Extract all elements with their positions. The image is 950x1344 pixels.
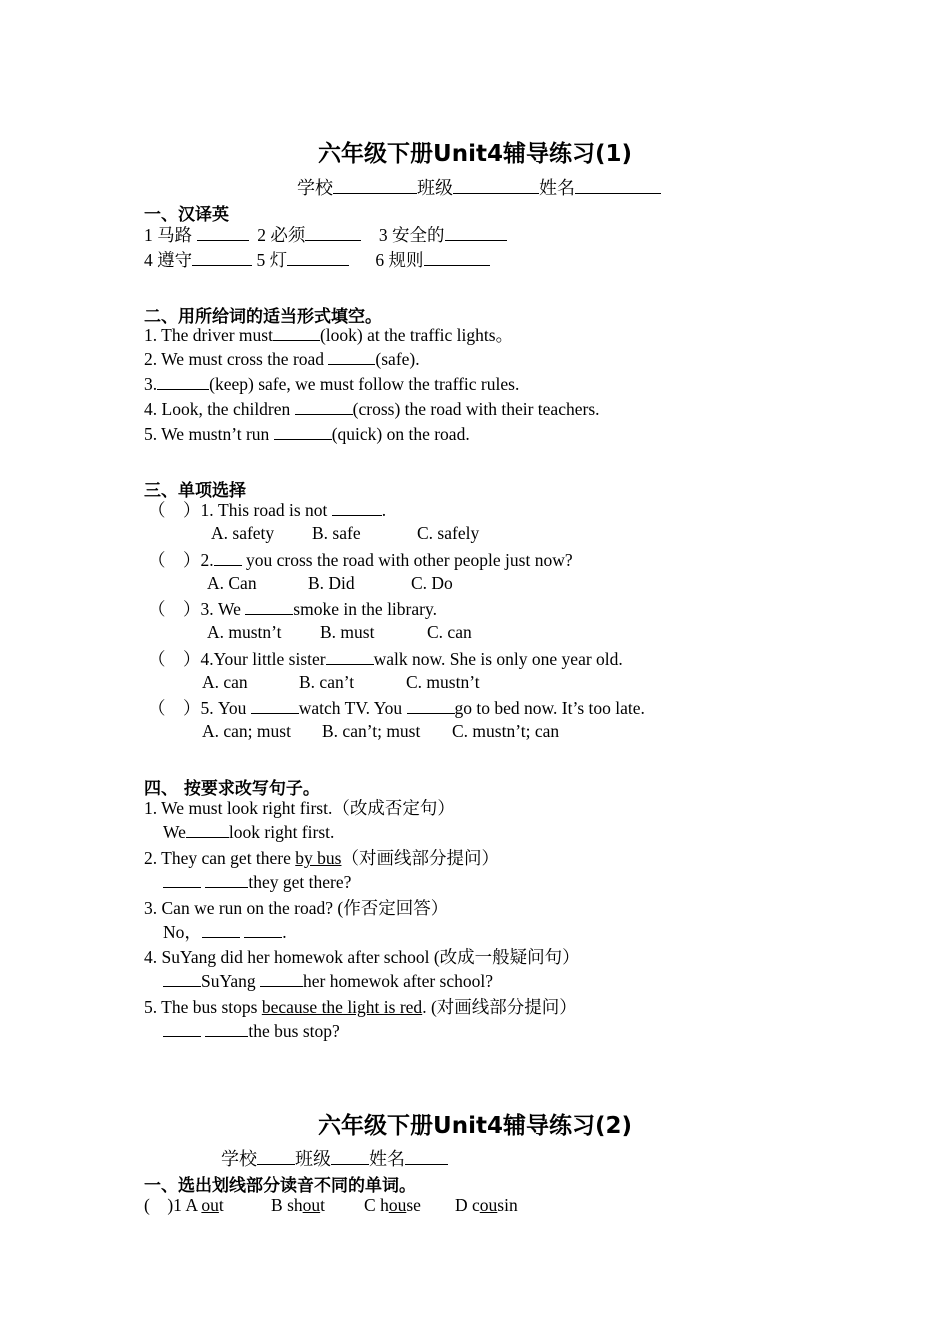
section-heading: 三、单项选择 (144, 481, 246, 501)
class-blank[interactable] (331, 1148, 369, 1165)
answer-paren[interactable]: （ ） (148, 698, 201, 718)
rewrite-answer: SuYang her homewok after school? (163, 970, 493, 992)
answer-blank[interactable] (197, 224, 249, 241)
class-blank[interactable] (453, 177, 539, 194)
answer-blank[interactable] (163, 871, 201, 888)
name-label: 姓名 (539, 178, 575, 198)
answer-paren[interactable]: ( )1 (144, 1195, 186, 1215)
student-info-2 (221, 1145, 448, 1171)
section-heading: 二、用所给词的适当形式填空。 (144, 307, 382, 327)
rewrite-question: 3. Can we run on the road? (作否定回答） (144, 898, 449, 918)
answer-blank[interactable] (260, 970, 303, 987)
option-c: C house (364, 1195, 421, 1215)
option-c: C. can (427, 622, 472, 642)
underlined-phrase: by bus (295, 848, 342, 868)
option-b: B. can’t; must (322, 721, 421, 741)
answer-paren[interactable]: （ ） (148, 649, 201, 669)
rewrite-answer: they get there? (163, 871, 351, 893)
answer-blank[interactable] (424, 249, 490, 266)
answer-blank[interactable] (192, 249, 252, 266)
answer-blank[interactable] (274, 423, 332, 440)
name-blank[interactable] (405, 1148, 448, 1165)
school-blank[interactable] (333, 177, 417, 194)
question-line: 5. We mustn’t run (quick) on the road. (144, 424, 470, 444)
answer-blank[interactable] (163, 970, 201, 987)
answer-blank[interactable] (163, 1020, 201, 1037)
question-line: 4 遵守 5 灯 6 规则 (144, 249, 490, 271)
answer-blank (245, 598, 293, 615)
question-line: 1 马路 2 必须 3 安全的 (144, 224, 507, 246)
option-a: A out (185, 1195, 224, 1215)
answer-blank[interactable] (205, 871, 248, 888)
choice-question: （ ）3. We smoke in the library. (148, 599, 437, 619)
pronunciation-question (144, 1194, 224, 1216)
option-d: D cousin (455, 1195, 518, 1215)
option-c: C. safely (417, 523, 480, 543)
choice-question: （ ）2. you cross the road with other people just now? (148, 550, 573, 570)
choice-question: （ ）5. You watch TV. You go to bed now. It’s too late. (148, 698, 645, 718)
name-label: 姓名 (369, 1149, 405, 1169)
rewrite-question: 2. They can get there by bus（对画线部分提问） (144, 848, 499, 868)
option-b: B. can’t (299, 672, 355, 692)
answer-blank[interactable] (205, 1020, 248, 1037)
class-label: 班级 (295, 1149, 331, 1169)
option-a: A. safety (211, 523, 275, 543)
question-line: 3. (keep) safe, we must follow the traffic rules. (144, 374, 520, 394)
answer-blank[interactable] (244, 921, 282, 938)
answer-blank[interactable] (157, 373, 209, 390)
question-line: 4. Look, the children (cross) the road with their teachers. (144, 399, 600, 419)
rewrite-answer: We look right first. (163, 822, 335, 842)
option-a: A. Can (207, 573, 257, 593)
answer-paren[interactable]: （ ） (148, 500, 201, 520)
name-blank[interactable] (575, 177, 661, 194)
option-a: A. mustn’t (207, 622, 282, 642)
class-label: 班级 (417, 178, 453, 198)
answer-blank[interactable] (328, 348, 375, 365)
school-label: 学校 (297, 178, 333, 198)
option-b: B. must (320, 622, 375, 642)
answer-blank[interactable] (287, 249, 349, 266)
option-b: B. Did (308, 573, 355, 593)
rewrite-question: 1. We must look right first.（改成否定句） (144, 798, 455, 818)
option-a: A. can; must (202, 721, 291, 741)
answer-blank[interactable] (305, 224, 361, 241)
option-c: C. Do (411, 573, 453, 593)
worksheet-title-2: 六年级下册Unit4辅导练习(2) (318, 1113, 632, 1139)
section-heading: 一、汉译英 (144, 205, 229, 225)
section-heading: 四、 按要求改写句子。 (144, 779, 320, 799)
worksheet-title-1: 六年级下册Unit4辅导练习(1) (318, 141, 632, 167)
rewrite-answer: the bus stop? (163, 1020, 340, 1042)
rewrite-question: 5. The bus stops because the light is red. (对画线部分提问） (144, 997, 577, 1017)
student-info-1 (297, 174, 661, 200)
choice-question: （ ）4.Your little sister walk now. She is only one year old. (148, 649, 623, 669)
school-label: 学校 (221, 1149, 257, 1169)
answer-blank[interactable] (445, 224, 507, 241)
option-a: A. can (202, 672, 248, 692)
question-line: 1. The driver must (look) at the traffic lights。 (144, 325, 514, 345)
answer-blank (332, 499, 382, 516)
answer-blank (326, 648, 374, 665)
answer-blank[interactable] (295, 398, 353, 415)
rewrite-answer: No， . (163, 922, 287, 942)
option-c: C. mustn’t (406, 672, 480, 692)
option-b: B. safe (312, 523, 361, 543)
answer-paren[interactable]: （ ） (148, 550, 201, 570)
section-heading: 一、选出划线部分读音不同的单词。 (144, 1176, 416, 1196)
answer-blank (251, 697, 299, 714)
answer-blank[interactable] (273, 324, 320, 341)
option-c: C. mustn’t; can (452, 721, 560, 741)
underlined-phrase: because the light is red (261, 997, 423, 1017)
question-line: 2. We must cross the road (safe). (144, 349, 420, 369)
choice-question: （ ）1. This road is not . (148, 500, 387, 520)
answer-blank (214, 549, 242, 566)
answer-blank[interactable] (186, 821, 229, 838)
answer-paren[interactable]: （ ） (148, 599, 201, 619)
option-b: B shout (271, 1195, 325, 1215)
school-blank[interactable] (257, 1148, 295, 1165)
answer-blank (407, 697, 455, 714)
rewrite-question: 4. SuYang did her homewok after school (改成一般疑问句） (144, 947, 580, 967)
answer-blank[interactable] (202, 921, 240, 938)
